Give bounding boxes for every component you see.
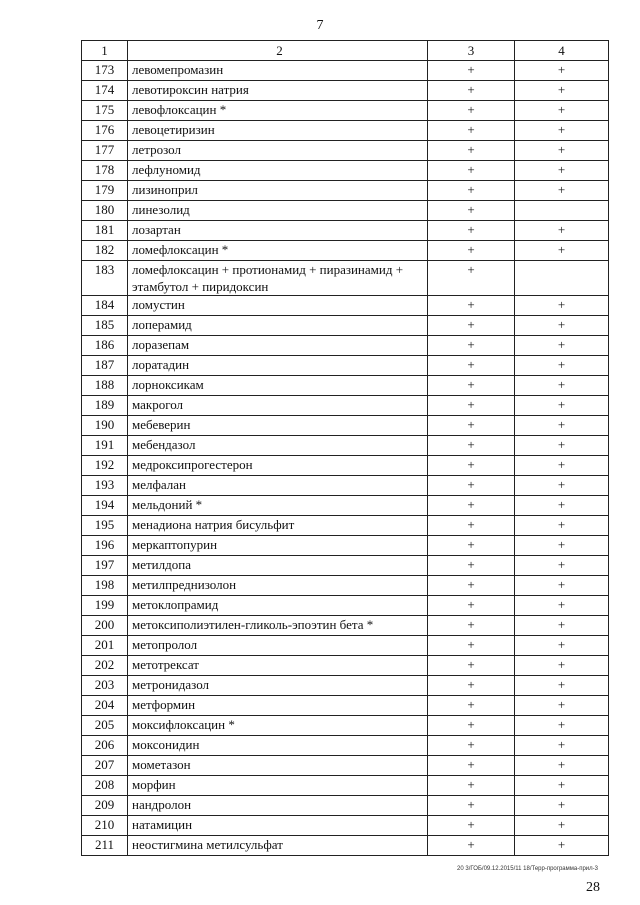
table-row — [82, 516, 609, 536]
column-3-mark: + — [428, 816, 515, 836]
table-row — [82, 241, 609, 261]
column-3-mark: + — [428, 416, 515, 436]
drug-name: неостигмина метилсульфат — [128, 836, 428, 856]
table-row — [82, 576, 609, 596]
header-col-4: 4 — [515, 41, 609, 61]
column-3-mark: + — [428, 61, 515, 81]
column-3-mark: + — [428, 776, 515, 796]
row-number: 183 — [82, 261, 128, 296]
row-number: 185 — [82, 316, 128, 336]
drug-name: ломустин — [128, 296, 428, 316]
column-4-mark: + — [515, 696, 609, 716]
row-number: 190 — [82, 416, 128, 436]
table-row — [82, 456, 609, 476]
drug-name: моксонидин — [128, 736, 428, 756]
column-4-mark: + — [515, 816, 609, 836]
table-row — [82, 716, 609, 736]
column-4-mark: + — [515, 796, 609, 816]
column-4-mark: + — [515, 101, 609, 121]
column-4-mark: + — [515, 416, 609, 436]
column-4-mark: + — [515, 536, 609, 556]
drug-name: лорноксикам — [128, 376, 428, 396]
column-4-mark: + — [515, 61, 609, 81]
column-4-mark: + — [515, 556, 609, 576]
column-3-mark: + — [428, 636, 515, 656]
drug-name: метопролол — [128, 636, 428, 656]
drug-name: метотрексат — [128, 656, 428, 676]
column-3-mark: + — [428, 141, 515, 161]
table-row — [82, 296, 609, 316]
column-4-mark: + — [515, 396, 609, 416]
row-number: 202 — [82, 656, 128, 676]
row-number: 191 — [82, 436, 128, 456]
row-number: 207 — [82, 756, 128, 776]
row-number: 210 — [82, 816, 128, 836]
row-number: 204 — [82, 696, 128, 716]
row-number: 173 — [82, 61, 128, 81]
column-3-mark: + — [428, 656, 515, 676]
drug-name: морфин — [128, 776, 428, 796]
column-3-mark: + — [428, 316, 515, 336]
column-3-mark: + — [428, 556, 515, 576]
header-col-1: 1 — [82, 41, 128, 61]
column-3-mark: + — [428, 261, 515, 296]
header-col-2: 2 — [128, 41, 428, 61]
drug-name: нандролон — [128, 796, 428, 816]
row-number: 197 — [82, 556, 128, 576]
table-row — [82, 496, 609, 516]
row-number: 186 — [82, 336, 128, 356]
page-number-top: 7 — [316, 18, 324, 33]
drug-name: мометазон — [128, 756, 428, 776]
drug-name: левофлоксацин * — [128, 101, 428, 121]
table-row — [82, 121, 609, 141]
column-4-mark: + — [515, 776, 609, 796]
column-4-mark: + — [515, 356, 609, 376]
column-4-mark: + — [515, 456, 609, 476]
drug-name: метилдопа — [128, 556, 428, 576]
table-row — [82, 336, 609, 356]
drug-name: лизиноприл — [128, 181, 428, 201]
column-3-mark: + — [428, 396, 515, 416]
drug-name: летрозол — [128, 141, 428, 161]
row-number: 184 — [82, 296, 128, 316]
column-3-mark: + — [428, 241, 515, 261]
row-number: 175 — [82, 101, 128, 121]
header-col-3: 3 — [428, 41, 515, 61]
column-4-mark: + — [515, 476, 609, 496]
drug-name: натамицин — [128, 816, 428, 836]
column-3-mark: + — [428, 296, 515, 316]
table-row — [82, 416, 609, 436]
row-number: 187 — [82, 356, 128, 376]
row-number: 206 — [82, 736, 128, 756]
column-3-mark: + — [428, 536, 515, 556]
drug-name: мебеверин — [128, 416, 428, 436]
column-3-mark: + — [428, 456, 515, 476]
column-3-mark: + — [428, 716, 515, 736]
column-3-mark: + — [428, 616, 515, 636]
table-row — [82, 636, 609, 656]
row-number: 179 — [82, 181, 128, 201]
table-row — [82, 316, 609, 336]
column-3-mark: + — [428, 796, 515, 816]
drug-name: макрогол — [128, 396, 428, 416]
row-number: 182 — [82, 241, 128, 261]
column-3-mark: + — [428, 756, 515, 776]
table-row — [82, 796, 609, 816]
table-row — [82, 81, 609, 101]
column-3-mark: + — [428, 221, 515, 241]
column-4-mark: + — [515, 716, 609, 736]
column-3-mark: + — [428, 696, 515, 716]
drug-name: мельдоний * — [128, 496, 428, 516]
drug-name: медроксипрогестерон — [128, 456, 428, 476]
row-number: 177 — [82, 141, 128, 161]
drug-name: линезолид — [128, 201, 428, 221]
drug-name: лоратадин — [128, 356, 428, 376]
drug-name: метформин — [128, 696, 428, 716]
column-4-mark: + — [515, 181, 609, 201]
table-row — [82, 396, 609, 416]
column-4-mark: + — [515, 436, 609, 456]
table-row — [82, 536, 609, 556]
table-row — [82, 756, 609, 776]
column-3-mark: + — [428, 596, 515, 616]
drug-name: левомепромазин — [128, 61, 428, 81]
table-row — [82, 101, 609, 121]
table-body — [82, 61, 609, 856]
drug-name: ломефлоксацин + протионамид + пиразинамид + этамбутол + пиридоксин — [128, 261, 428, 296]
column-4-mark: + — [515, 656, 609, 676]
row-number: 205 — [82, 716, 128, 736]
drug-name: метоклопрамид — [128, 596, 428, 616]
column-3-mark: + — [428, 516, 515, 536]
table-row — [82, 201, 609, 221]
row-number: 199 — [82, 596, 128, 616]
column-4-mark: + — [515, 676, 609, 696]
row-number: 208 — [82, 776, 128, 796]
column-3-mark: + — [428, 161, 515, 181]
drug-name: мебендазол — [128, 436, 428, 456]
table-row — [82, 816, 609, 836]
column-4-mark: + — [515, 496, 609, 516]
row-number: 201 — [82, 636, 128, 656]
column-4-mark: + — [515, 636, 609, 656]
column-3-mark: + — [428, 101, 515, 121]
row-number: 194 — [82, 496, 128, 516]
drug-name: менадиона натрия бисульфит — [128, 516, 428, 536]
column-3-mark: + — [428, 356, 515, 376]
column-4-mark: + — [515, 376, 609, 396]
drug-name: метронидазол — [128, 676, 428, 696]
drug-name: лозартан — [128, 221, 428, 241]
table-row — [82, 596, 609, 616]
table-row — [82, 261, 609, 296]
column-3-mark: + — [428, 121, 515, 141]
column-4-mark: + — [515, 316, 609, 336]
row-number: 209 — [82, 796, 128, 816]
table-row — [82, 221, 609, 241]
drug-name: ломефлоксацин * — [128, 241, 428, 261]
row-number: 200 — [82, 616, 128, 636]
table-row — [82, 141, 609, 161]
column-4-mark: + — [515, 836, 609, 856]
table-row — [82, 356, 609, 376]
footer-document-code: 20 3/ГОБ/09.12.2015/11 18/Терр-программа-прил-3 — [457, 866, 598, 872]
column-4-mark: + — [515, 756, 609, 776]
column-4-mark: + — [515, 516, 609, 536]
table-row — [82, 161, 609, 181]
drug-name: меркаптопурин — [128, 536, 428, 556]
table-row — [82, 656, 609, 676]
column-3-mark: + — [428, 736, 515, 756]
drug-list-table — [81, 40, 609, 856]
column-3-mark: + — [428, 496, 515, 516]
drug-name: метоксиполиэтилен-гликоль-эпоэтин бета * — [128, 616, 428, 636]
column-3-mark: + — [428, 81, 515, 101]
row-number: 211 — [82, 836, 128, 856]
row-number: 198 — [82, 576, 128, 596]
row-number: 192 — [82, 456, 128, 476]
column-4-mark: + — [515, 121, 609, 141]
drug-name: лоразепам — [128, 336, 428, 356]
table-row — [82, 736, 609, 756]
row-number: 195 — [82, 516, 128, 536]
column-3-mark: + — [428, 201, 515, 221]
table-row — [82, 61, 609, 81]
column-3-mark: + — [428, 376, 515, 396]
table-row — [82, 836, 609, 856]
column-3-mark: + — [428, 676, 515, 696]
table-row — [82, 436, 609, 456]
row-number: 189 — [82, 396, 128, 416]
column-4-mark: + — [515, 336, 609, 356]
row-number: 181 — [82, 221, 128, 241]
column-4-mark — [515, 201, 609, 221]
column-3-mark: + — [428, 336, 515, 356]
column-4-mark — [515, 261, 609, 296]
column-4-mark: + — [515, 241, 609, 261]
page-number-bottom: 28 — [586, 880, 600, 895]
column-3-mark: + — [428, 576, 515, 596]
drug-name: лоперамид — [128, 316, 428, 336]
drug-name: мелфалан — [128, 476, 428, 496]
column-4-mark: + — [515, 221, 609, 241]
table-row — [82, 696, 609, 716]
row-number: 174 — [82, 81, 128, 101]
table-row — [82, 676, 609, 696]
column-4-mark: + — [515, 616, 609, 636]
column-4-mark: + — [515, 161, 609, 181]
column-4-mark: + — [515, 596, 609, 616]
column-4-mark: + — [515, 296, 609, 316]
column-4-mark: + — [515, 81, 609, 101]
table-row — [82, 181, 609, 201]
column-3-mark: + — [428, 476, 515, 496]
table-row — [82, 616, 609, 636]
table-row — [82, 376, 609, 396]
table-row — [82, 776, 609, 796]
row-number: 196 — [82, 536, 128, 556]
row-number: 178 — [82, 161, 128, 181]
column-3-mark: + — [428, 181, 515, 201]
column-4-mark: + — [515, 736, 609, 756]
column-4-mark: + — [515, 576, 609, 596]
row-number: 176 — [82, 121, 128, 141]
table-row — [82, 556, 609, 576]
row-number: 203 — [82, 676, 128, 696]
row-number: 188 — [82, 376, 128, 396]
column-3-mark: + — [428, 436, 515, 456]
row-number: 193 — [82, 476, 128, 496]
drug-name: левотироксин натрия — [128, 81, 428, 101]
drug-name: левоцетиризин — [128, 121, 428, 141]
column-3-mark: + — [428, 836, 515, 856]
drug-name: моксифлоксацин * — [128, 716, 428, 736]
row-number: 180 — [82, 201, 128, 221]
table-row — [82, 476, 609, 496]
column-4-mark: + — [515, 141, 609, 161]
table-header-row — [82, 41, 609, 61]
drug-name: лефлуномид — [128, 161, 428, 181]
drug-name: метилпреднизолон — [128, 576, 428, 596]
